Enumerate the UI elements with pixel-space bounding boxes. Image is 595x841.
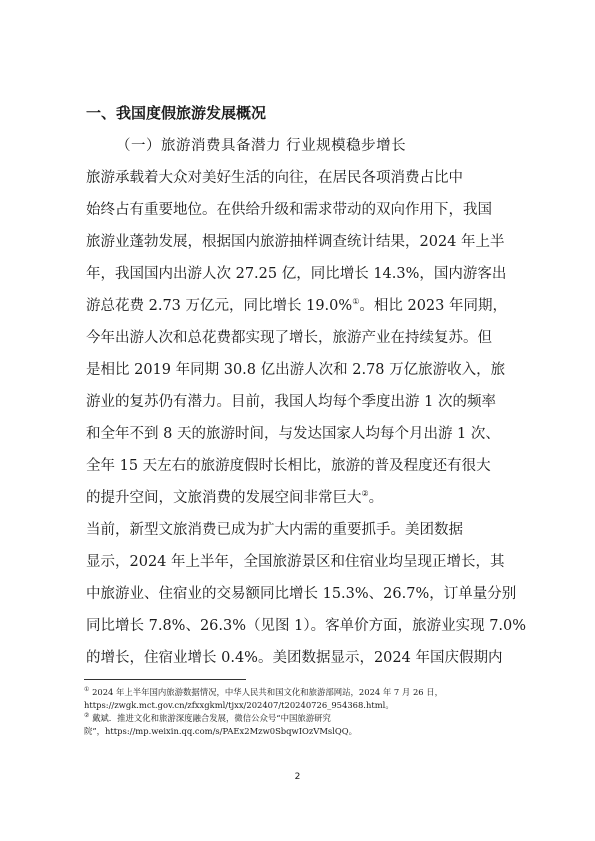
paragraph-line: 是相比 2019 年同期 30.8 亿出游人次和 2.78 万亿旅游收入，旅 (86, 362, 506, 378)
paragraph-line: 同比增长 7.8%、26.3%（见图 1）。客单价方面，旅游业实现 7.0% (86, 618, 527, 634)
subsection-heading: （一）旅游消费具备潜力 行业规模稳步增长 (116, 138, 407, 154)
paragraph-line: 旅游承载着大众对美好生活的向往，在居民各项消费占比中 (86, 170, 463, 186)
paragraph-line: 年，我国国内出游人次 27.25 亿，同比增长 14.3%，国内游客出 (86, 266, 507, 282)
footnote-2-mark: ② (84, 712, 90, 720)
footnote-1-text: 2024 年上半年国内旅游数据情况，中华人民共和国文化和旅游部网站，2024 年 7 月 26 日， (92, 687, 444, 697)
paragraph-line-tail: 。相比 2023 年同期， (359, 298, 507, 314)
paragraph-line: 全年 15 天左右的旅游度假时长相比，旅游的普及程度还有很大 (86, 458, 491, 474)
footnote-2 (84, 712, 331, 724)
footnote-1-url[interactable]: https://zwgk.mct.gov.cn/zfxxgkml/tjxx/202407/t20240726_954368.html。 (84, 700, 394, 710)
paragraph-line-tail: 。 (368, 490, 384, 506)
paragraph-line (86, 488, 383, 508)
footnote-1 (84, 686, 443, 698)
footnote-2-text: 戴斌．推进文化和旅游深度融合发展，微信公众号“中国旅游研究 (92, 713, 331, 723)
paragraph-line: 今年出游人次和总花费都实现了增长，旅游产业在持续复苏。但 (86, 330, 492, 346)
paragraph-line: 当前，新型文旅消费已成为扩大内需的重要抓手。美团数据 (86, 522, 463, 538)
page-number: 2 (294, 772, 301, 782)
footnote-mark-2: ② (361, 489, 369, 499)
footnote-divider (84, 679, 246, 680)
paragraph-line: 旅游业蓬勃发展，根据国内旅游抽样调查统计结果，2024 年上半 (86, 234, 505, 250)
footnote-mark-1: ① (352, 297, 360, 307)
paragraph-line (86, 296, 507, 316)
paragraph-line: 显示，2024 年上半年，全国旅游景区和住宿业均呈现正增长，其 (86, 554, 505, 570)
footnote-2-url[interactable]: 院”，https://mp.weixin.qq.com/s/PAEx2Mzw0SbqwIOzVMslQQ。 (84, 726, 357, 736)
paragraph-line: 的增长，住宿业增长 0.4%。美团数据显示，2024 年国庆假期内 (86, 650, 503, 666)
section-heading: 一、我国度假旅游发展概况 (86, 104, 267, 122)
paragraph-line-text: 游总花费 2.73 万亿元，同比增长 19.0% (86, 298, 353, 314)
paragraph-line-text: 的提升空间，文旅消费的发展空间非常巨大 (86, 490, 362, 506)
footnote-1-mark: ① (84, 686, 90, 694)
paragraph-line: 游业的复苏仍有潜力。目前，我国人均每个季度出游 1 次的频率 (86, 394, 496, 410)
paragraph-line: 始终占有重要地位。在供给升级和需求带动的双向作用下，我国 (86, 202, 492, 218)
paragraph-line: 和全年不到 8 天的旅游时间，与发达国家人均每个月出游 1 次、 (86, 426, 500, 442)
paragraph-line: 中旅游业、住宿业的交易额同比增长 15.3%、26.7%，订单量分别 (86, 586, 517, 602)
